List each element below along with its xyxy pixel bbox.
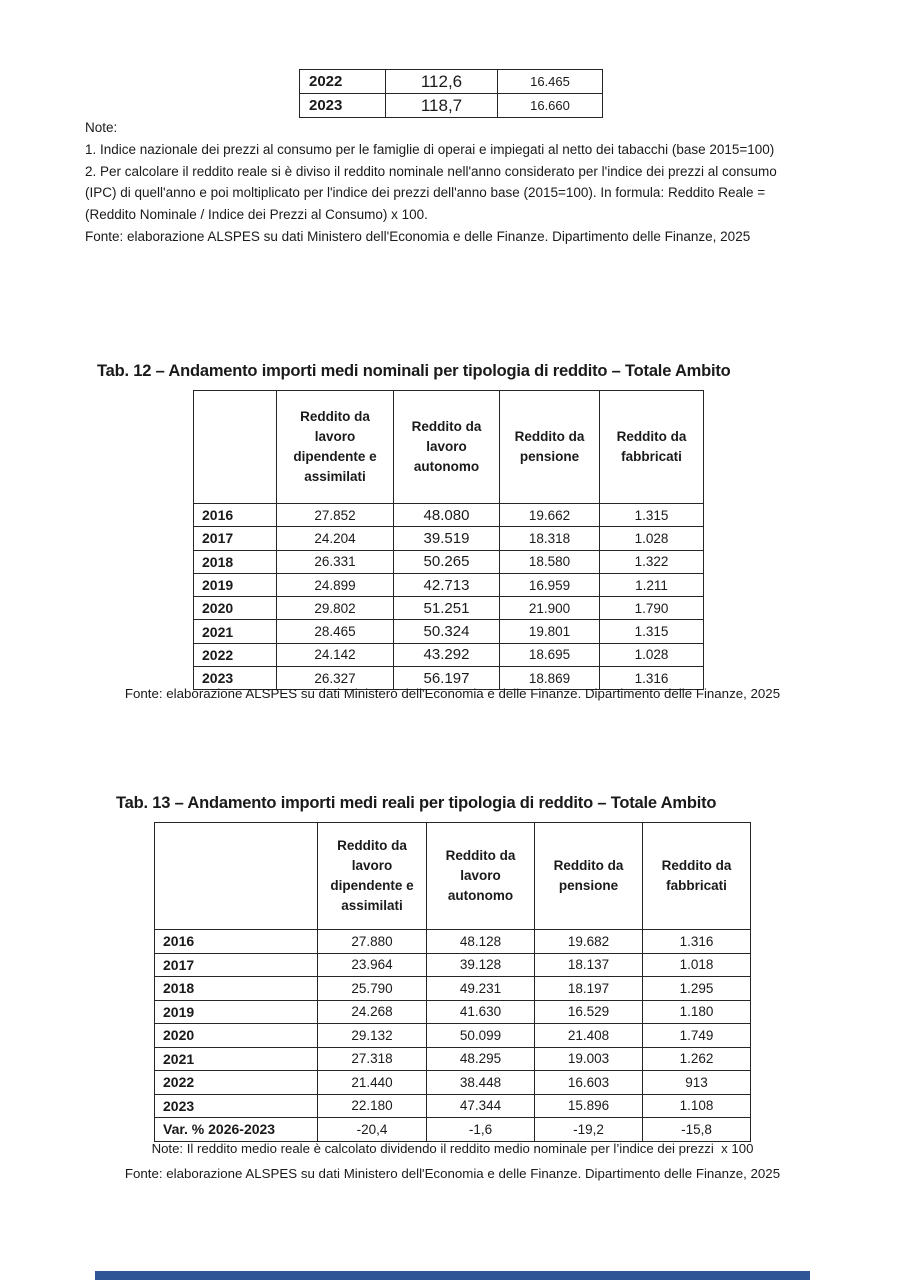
table-row bbox=[155, 1047, 751, 1071]
value-cell: 49.231 bbox=[427, 977, 535, 1001]
value-cell: 27.318 bbox=[318, 1047, 427, 1071]
value-cell: 27.852 bbox=[277, 504, 394, 527]
value-cell: 19.662 bbox=[500, 504, 600, 527]
value-cell: 913 bbox=[643, 1071, 751, 1095]
tab13-table bbox=[154, 822, 751, 1142]
note-1: 1. Indice nazionale dei prezzi al consumo per le famiglie di operai e impiegati al netto dei tabacchi (base 2015=100) bbox=[85, 141, 775, 157]
table-row bbox=[194, 620, 704, 643]
value-cell: 1.749 bbox=[643, 1024, 751, 1048]
value-cell: -1,6 bbox=[427, 1118, 535, 1142]
year-cell: 2017 bbox=[155, 953, 318, 977]
value-cell: 1.108 bbox=[643, 1094, 751, 1118]
table-row bbox=[155, 1071, 751, 1095]
value-cell: 47.344 bbox=[427, 1094, 535, 1118]
value-cell: 1.028 bbox=[600, 527, 704, 550]
value-cell: 1.262 bbox=[643, 1047, 751, 1071]
year-cell: 2018 bbox=[194, 550, 277, 573]
value-cell: 21.440 bbox=[318, 1071, 427, 1095]
year-cell: 2016 bbox=[194, 504, 277, 527]
year-cell: 2016 bbox=[155, 930, 318, 954]
year-cell: 2019 bbox=[155, 1000, 318, 1024]
value-cell: 24.899 bbox=[277, 573, 394, 596]
table-row bbox=[194, 643, 704, 666]
table-row bbox=[300, 70, 603, 94]
table-row bbox=[194, 597, 704, 620]
column-header: Reddito da pensione bbox=[535, 823, 643, 930]
value-cell: 50.265 bbox=[394, 550, 500, 573]
value-cell: 18.695 bbox=[500, 643, 600, 666]
note-2: 2. Per calcolare il reddito reale si è diviso il reddito nominale nell'anno considerato per l'indice dei prezzi al consumo (IPC) di quell'anno e poi moltiplicato per l'indice dei prezzi dell'anno base (2015=100). In formula: Reddito Reale = (Reddito Nominale / Indice dei Prezzi al Consumo) x 100. bbox=[85, 163, 777, 223]
table-row bbox=[155, 977, 751, 1001]
variation-label-cell: Var. % 2026-2023 bbox=[155, 1118, 318, 1142]
value-cell: -20,4 bbox=[318, 1118, 427, 1142]
column-header: Reddito da lavoro autonomo bbox=[394, 391, 500, 504]
tab13-source: Fonte: elaborazione ALSPES su dati Ministero dell'Economia e delle Finanze. Dipartimento delle Finanze, 2025 bbox=[124, 1166, 781, 1181]
year-cell: 2022 bbox=[300, 70, 386, 94]
value-cell: 50.324 bbox=[394, 620, 500, 643]
value-cell: 50.099 bbox=[427, 1024, 535, 1048]
value-cell: 16.660 bbox=[498, 94, 603, 118]
value-cell: 26.327 bbox=[277, 667, 394, 690]
column-header: Reddito da lavoro dipendente e assimilati bbox=[318, 823, 427, 930]
year-cell: 2022 bbox=[155, 1071, 318, 1095]
value-cell: 42.713 bbox=[394, 573, 500, 596]
corner-cell bbox=[194, 391, 277, 504]
year-cell: 2020 bbox=[194, 597, 277, 620]
table-row bbox=[155, 1024, 751, 1048]
value-cell: 48.080 bbox=[394, 504, 500, 527]
year-cell: 2019 bbox=[194, 573, 277, 596]
source-line: Fonte: elaborazione ALSPES su dati Ministero dell'Economia e delle Finanze. Dipartimento delle Finanze, 2025 bbox=[85, 228, 751, 244]
value-cell: 1.028 bbox=[600, 643, 704, 666]
table-row bbox=[155, 1094, 751, 1118]
value-cell: 18.869 bbox=[500, 667, 600, 690]
table-row bbox=[300, 94, 603, 118]
notes-label: Note: bbox=[85, 120, 118, 135]
price-index-table bbox=[299, 69, 603, 118]
value-cell: 43.292 bbox=[394, 643, 500, 666]
tab13-note: Note: Il reddito medio reale è calcolato dividendo il reddito medio nominale per l’indice dei prezzi x 100 bbox=[151, 1141, 754, 1156]
table-row bbox=[194, 527, 704, 550]
value-cell: 1.295 bbox=[643, 977, 751, 1001]
value-cell: -19,2 bbox=[535, 1118, 643, 1142]
year-cell: 2021 bbox=[194, 620, 277, 643]
table-row bbox=[194, 504, 704, 527]
value-cell: 23.964 bbox=[318, 953, 427, 977]
value-cell: 26.331 bbox=[277, 550, 394, 573]
value-cell: 1.790 bbox=[600, 597, 704, 620]
tab13-title: Tab. 13 – Andamento importi medi reali per tipologia di reddito – Totale Ambito bbox=[116, 794, 717, 812]
value-cell: 18.580 bbox=[500, 550, 600, 573]
value-cell: 21.408 bbox=[535, 1024, 643, 1048]
column-header: Reddito da lavoro dipendente e assimilati bbox=[277, 391, 394, 504]
value-cell: 27.880 bbox=[318, 930, 427, 954]
value-cell: 48.295 bbox=[427, 1047, 535, 1071]
year-cell: 2023 bbox=[155, 1094, 318, 1118]
value-cell: 1.018 bbox=[643, 953, 751, 977]
corner-cell bbox=[155, 823, 318, 930]
table-row bbox=[194, 550, 704, 573]
column-header: Reddito da fabbricati bbox=[600, 391, 704, 504]
table-row bbox=[155, 1000, 751, 1024]
value-cell: 21.900 bbox=[500, 597, 600, 620]
value-cell: 29.802 bbox=[277, 597, 394, 620]
notes-block bbox=[85, 117, 812, 248]
value-cell: 118,7 bbox=[386, 94, 498, 118]
value-cell: 16.603 bbox=[535, 1071, 643, 1095]
value-cell: 1.211 bbox=[600, 573, 704, 596]
value-cell: 25.790 bbox=[318, 977, 427, 1001]
value-cell: 18.197 bbox=[535, 977, 643, 1001]
tab12-title: Tab. 12 – Andamento importi medi nominali per tipologia di reddito – Totale Ambito bbox=[97, 362, 731, 380]
value-cell: 24.204 bbox=[277, 527, 394, 550]
year-cell: 2020 bbox=[155, 1024, 318, 1048]
value-cell: 112,6 bbox=[386, 70, 498, 94]
value-cell: 56.197 bbox=[394, 667, 500, 690]
tab12-source: Fonte: elaborazione ALSPES su dati Ministero dell'Economia e delle Finanze. Dipartimento delle Finanze, 2025 bbox=[124, 686, 781, 701]
value-cell: 1.315 bbox=[600, 620, 704, 643]
value-cell: 15.896 bbox=[535, 1094, 643, 1118]
value-cell: 51.251 bbox=[394, 597, 500, 620]
table-row bbox=[155, 930, 751, 954]
value-cell: 19.003 bbox=[535, 1047, 643, 1071]
year-cell: 2017 bbox=[194, 527, 277, 550]
value-cell: 1.322 bbox=[600, 550, 704, 573]
value-cell: 18.318 bbox=[500, 527, 600, 550]
year-cell: 2023 bbox=[194, 667, 277, 690]
value-cell: 16.465 bbox=[498, 70, 603, 94]
value-cell: 41.630 bbox=[427, 1000, 535, 1024]
value-cell: 39.519 bbox=[394, 527, 500, 550]
value-cell: 24.142 bbox=[277, 643, 394, 666]
year-cell: 2021 bbox=[155, 1047, 318, 1071]
value-cell: 39.128 bbox=[427, 953, 535, 977]
value-cell: 48.128 bbox=[427, 930, 535, 954]
column-header: Reddito da fabbricati bbox=[643, 823, 751, 930]
header-row bbox=[194, 391, 704, 504]
year-cell: 2023 bbox=[300, 94, 386, 118]
value-cell: 18.137 bbox=[535, 953, 643, 977]
value-cell: 16.959 bbox=[500, 573, 600, 596]
value-cell: 19.682 bbox=[535, 930, 643, 954]
variation-row bbox=[155, 1118, 751, 1142]
table-row bbox=[155, 953, 751, 977]
value-cell: 19.801 bbox=[500, 620, 600, 643]
year-cell: 2022 bbox=[194, 643, 277, 666]
bottom-banner bbox=[95, 1271, 810, 1280]
value-cell: 16.529 bbox=[535, 1000, 643, 1024]
value-cell: 1.316 bbox=[600, 667, 704, 690]
value-cell: 22.180 bbox=[318, 1094, 427, 1118]
value-cell: 1.316 bbox=[643, 930, 751, 954]
value-cell: 1.180 bbox=[643, 1000, 751, 1024]
table-row bbox=[194, 573, 704, 596]
column-header: Reddito da lavoro autonomo bbox=[427, 823, 535, 930]
value-cell: 1.315 bbox=[600, 504, 704, 527]
column-header: Reddito da pensione bbox=[500, 391, 600, 504]
year-cell: 2018 bbox=[155, 977, 318, 1001]
value-cell: -15,8 bbox=[643, 1118, 751, 1142]
value-cell: 28.465 bbox=[277, 620, 394, 643]
value-cell: 38.448 bbox=[427, 1071, 535, 1095]
tab12-table bbox=[193, 390, 704, 690]
value-cell: 24.268 bbox=[318, 1000, 427, 1024]
header-row bbox=[155, 823, 751, 930]
value-cell: 29.132 bbox=[318, 1024, 427, 1048]
